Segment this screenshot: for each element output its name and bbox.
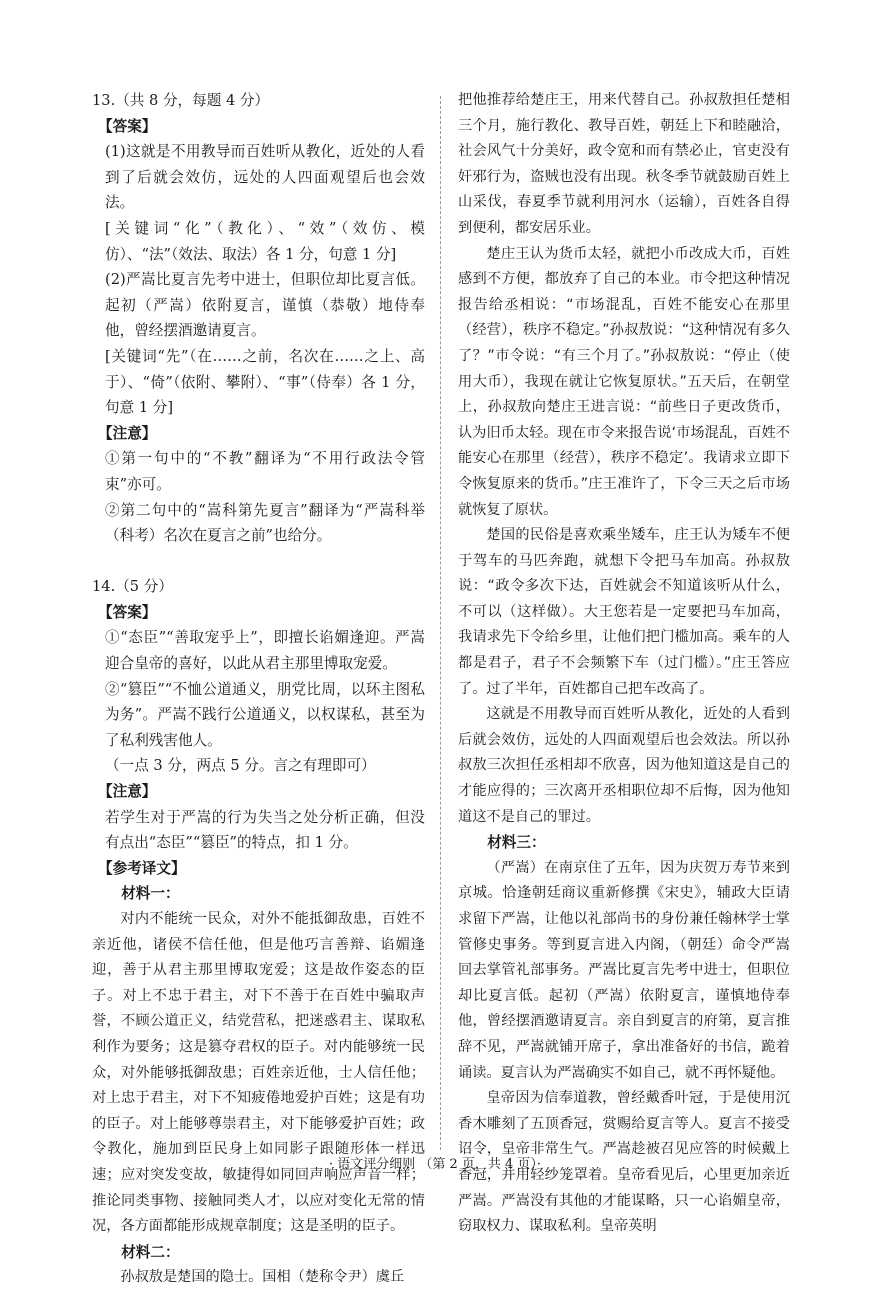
left-paragraph: 材料二： [121,1243,180,1261]
column-divider [440,96,441,1150]
left-paragraph: 若学生对于严嵩的行为失当之处分析正确，但没有点出“态臣”“篡臣”的特点，扣 1 分。 [105,808,425,852]
page-footer: · 语文评分细则 （第 2 页，共 4 页）· [328,1157,542,1172]
left-paragraph: (1)这就是不用教导而百姓听从教化，近处的人看到了后就会效仿，远处的人四面观望后也会效法。 [105,143,425,212]
right-paragraph: 把他推荐给楚庄王，用来代替自己。孙叔敖担任楚相三个月，施行教化、教导百姓，朝廷上下和睦融洽，社会风气十分美好，政令宽和而有禁必止，官吏没有奸邪行为，盗贼也没有出现。秋冬季节就鼓励百姓上山采伐，春夏季节就利用河水（运输），百姓各自得到便利，都安居乐业。 [458,92,790,236]
left-paragraph: 【注意】 [98,424,157,442]
left-paragraph: 材料一： [121,885,180,903]
right-paragraph: 材料三： [487,834,546,852]
left-paragraph: ②“篡臣”“不恤公道通义，朋党比周，以环主图私为务”。严嵩不践行公道通义，以权谋私，甚至为了私利残害他人。 [105,680,425,749]
left-paragraph: 【注意】 [98,783,157,801]
left-paragraph: [关键词“先”（在……之前，名次在……之上、高于）、“倚”（依附、攀附）、“事”（侍奉）各 1 分，句意 1 分] [105,347,425,417]
left-paragraph: 【答案】 [98,603,157,621]
left-paragraph: 【参考译文】 [98,859,186,877]
right-paragraph: 皇帝因为信奉道教，曾经戴香叶冠，于是使用沉香木雕刻了五顶香冠，赏赐给夏言等人。夏言不接受诏令，皇帝非常生气。严嵩趁被召见应答的时候戴上香冠，并用轻纱笼罩着。皇帝看见后，心里更加亲近严嵩。严嵩没有其他的才能谋略，只一心谄媚皇帝，窃取权力、谋取私利。皇帝英明 [458,1090,790,1235]
right-paragraph: 楚国的民俗是喜欢乘坐矮车，庄王认为矮车不便于驾车的马匹奔跑，就想下令把马车加高。孙叔敖说：“政令多次下达，百姓就会不知道该听从什么，不可以（这样做）。大王您若是一定要把马车加高，我请求先下令给乡里，让他们把门槛加高。乘车的人都是君子，君子不会频繁下车（过门槛）。”庄王答应了。过了半年，百姓都自己把车改高了。 [458,527,790,697]
left-paragraph: 孙叔敖是楚国的隐士。国相（楚称令尹）虞丘 [120,1269,405,1286]
left-paragraph: ②第二句中的“嵩科第先夏言”翻译为“严嵩科举（科考）名次在夏言之前”也给分。 [105,501,425,545]
left-paragraph: 对内不能统一民众，对外不能抵御敌患，百姓不亲近他，诸侯不信任他，但是他巧言善辩、谄媚逢迎，善于从君主那里博取宠爱；这是故作姿态的臣子。对上不忠于君主，对下不善于在百姓中骗取声誉，不顾公道正义，结党营私，把迷惑君主、谋取私利作为要务；这是篡夺君权的臣子。对内能够统一民众，对外能够抵御敌患；百姓亲近他，士人信任他；对上忠于君主，对下不知疲倦地爱护百姓；这是有功的臣子。对上能够尊崇君主，对下能够爱护百姓；政令教化，施加到臣民身上如同影子跟随形体一样迅速；应对突发变故，敏捷得如同回声响应声音一样；推论同类事物、接触同类人才，以应对变化无常的情况，各方面都能形成规章制度；这是圣明的臣子。 [92,911,425,1235]
left-paragraph: 14.（5 分） [92,578,173,596]
left-paragraph: (2)严嵩比夏言先考中进士，但职位却比夏言低。起初（严嵩）依附夏言，谨慎（恭敬）地侍奉他，曾经摆酒邀请夏言。 [105,271,425,340]
right-column [458,88,790,1240]
right-paragraph: 楚庄王认为货币太轻，就把小币改成大币，百姓感到不方便，都放弃了自己的本业。市令把这种情况报告给丞相说：“市场混乱，百姓不能安心在那里（经营），秩序不稳定。”孙叔敖说：“这种情况有多久了？”市令说：“有三个月了。”孙叔敖说：“停止（使用大币），我现在就让它恢复原状。”五天后，在朝堂上，孙叔敖向楚庄王进言说：“前些日子更改货币，认为旧币太轻。现在市令来报告说‘市场混乱，百姓不能安心在那里（经营），秩序不稳定’。我请求立即下令恢复原来的货币。”庄王准许了，下令三天之后市场就恢复了原状。 [458,245,790,518]
left-paragraph: 【答案】 [98,117,157,135]
right-paragraph: 这就是不用教导而百姓听从教化，近处的人看到后就会效仿，远处的人四面观望后也会效法。所以孙叔敖三次担任丞相却不欣喜，因为他知道这是自己的才能应得的；三次离开丞相职位却不后悔，因为他知道这不是自己的罪过。 [458,706,790,825]
left-column [92,88,425,1291]
left-paragraph: [关键词“化”（教化）、“效”（效仿、模仿）、“法”（效法、取法）各 1 分，句意 1 分] [105,219,425,263]
left-paragraph: ①第一句中的“不教”翻译为“不用行政法令管束”亦可。 [105,450,425,493]
right-paragraph: （严嵩）在南京住了五年，因为庆贺万寿节来到京城。恰逢朝廷商议重新修撰《宋史》，辅政大臣请求留下严嵩，让他以礼部尚书的身份兼任翰林学士掌管修史事务。等到夏言进入内阁，（朝廷）命令严嵩回去掌管礼部事务。严嵩比夏言先考中进士，但职位却比夏言低。起初（严嵩）依附夏言，谨慎地侍奉他，曾经摆酒邀请夏言。亲自到夏言的府第，夏言推辞不见，严嵩就铺开席子，拿出准备好的书信，跪着诵读。夏言认为严嵩确实不如自己，就不再怀疑他。 [458,859,790,1081]
left-paragraph [92,549,425,575]
left-paragraph: 13.（共 8 分，每题 4 分） [92,92,270,109]
left-paragraph: （一点 3 分，两点 5 分。言之有理即可） [105,757,376,775]
left-paragraph: ①“态臣”“善取宠乎上”，即擅长谄媚逢迎。严嵩迎合皇帝的喜好，以此从君主那里博取宠爱。 [105,629,425,673]
